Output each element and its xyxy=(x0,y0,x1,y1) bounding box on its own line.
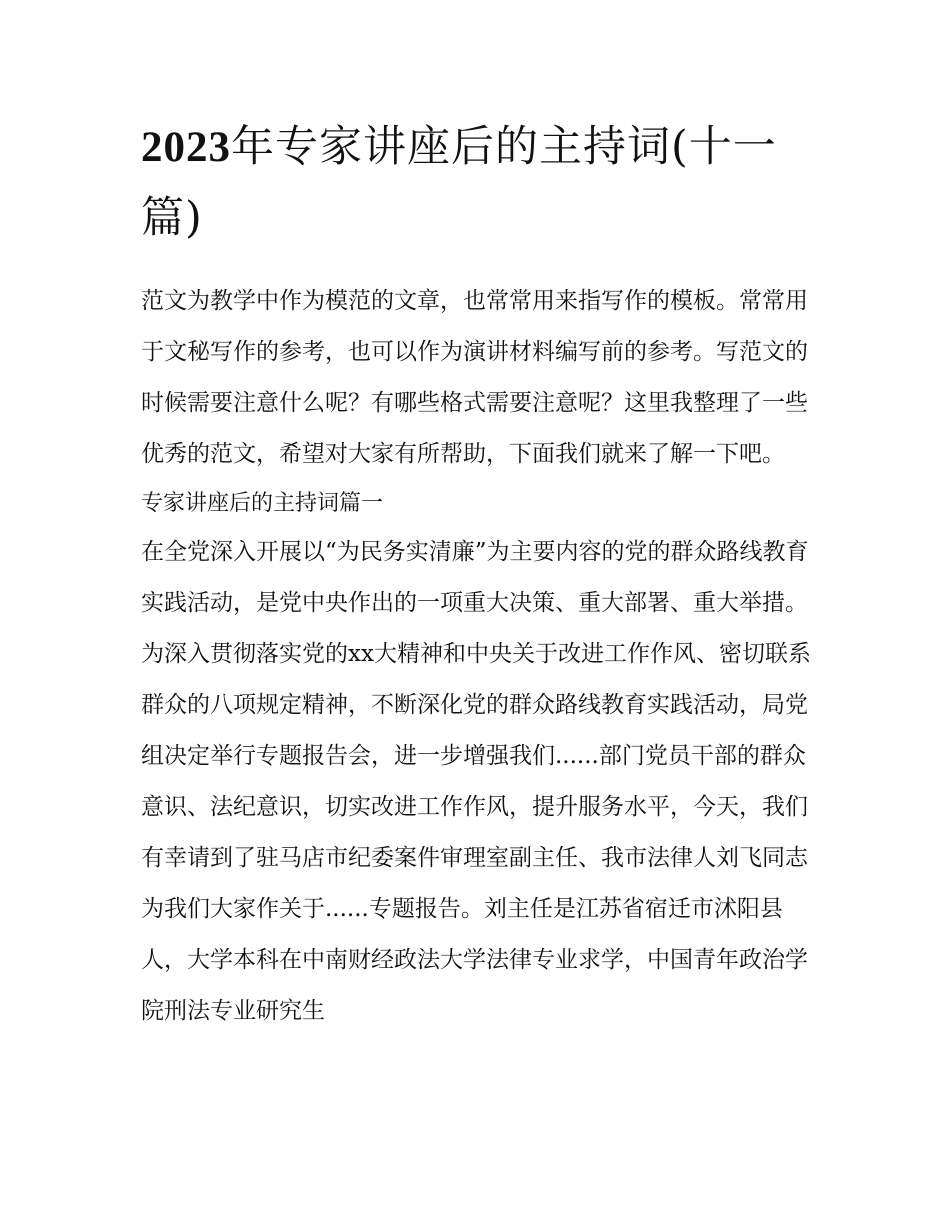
document-body xyxy=(141,276,821,1037)
section-heading: 专家讲座后的主持词篇一 xyxy=(141,491,384,516)
document-title xyxy=(141,112,821,253)
title-text: 年专家讲座后的主持词(十一篇) xyxy=(141,122,777,243)
section-paragraph: 在全党深入开展以“为民务实清廉”为主要内容的党的群众路线教育实践活动，是党中央作出的一项重大决策、重大部署、重大举措。为深入贯彻落实党的xx大精神和中央关于改进工作作风、密切联系群众的八项规定精神，不断深化党的群众路线教育实践活动，局党组决定举行专题报告会，进一步增强我们......部门党员干部的群众意识、法纪意识，切实改进工作作风，提升服务水平，今天，我们有幸请到了驻马店市纪委案件审理室副主任、我市法律人刘飞同志为我们大家作关于......专题报告。刘主任是江苏省宿迁市沭阳县人，大学本科在中南财经政法大学法律专业求学，中国青年政治学院刑法专业研究生 xyxy=(141,539,811,1024)
intro-paragraph: 范文为教学中作为模范的文章，也常常用来指写作的模板。常常用于文秘写作的参考，也可以作为演讲材料编写前的参考。写范文的时候需要注意什么呢？有哪些格式需要注意呢？这里我整理了一些优秀的范文，希望对大家有所帮助，下面我们就来了解一下吧。 xyxy=(141,288,808,467)
title-year: 2023 xyxy=(141,124,231,171)
